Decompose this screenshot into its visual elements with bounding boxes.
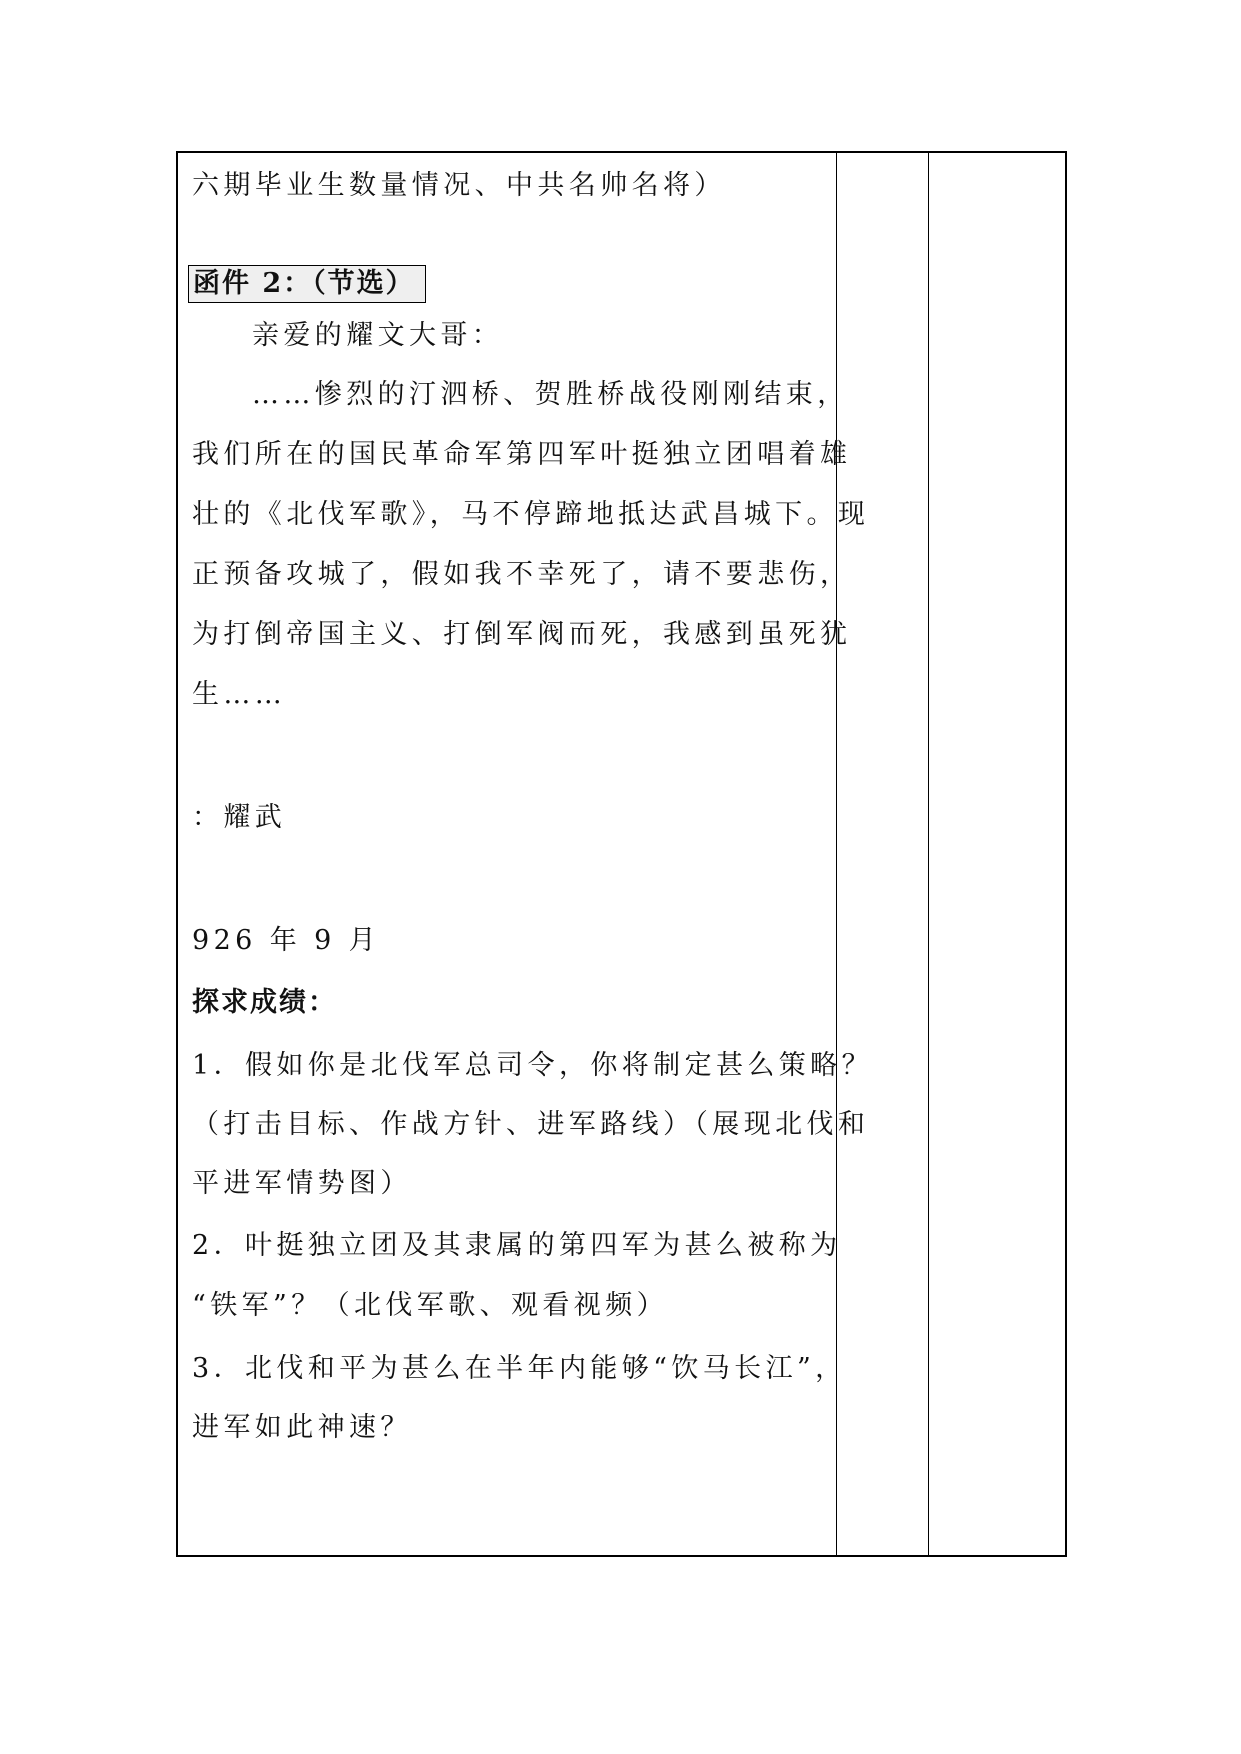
question-line: 2．叶挺独立团及其隶属的第四军为甚么被称为 [192, 1230, 842, 1261]
empty-column-middle [837, 153, 929, 1555]
question-line: （打击目标、作战方针、进军路线）（展现北伐和 [192, 1109, 870, 1140]
question-line: 进军如此神速？ [192, 1412, 412, 1443]
text-line: 六期毕业生数量情况、中共名帅名将） [192, 170, 726, 201]
letter-line: ……惨烈的汀泗桥、贺胜桥战役刚刚结束， [252, 379, 849, 410]
question-line: 1．假如你是北伐军总司令，你将制定甚么策略？ [192, 1050, 873, 1081]
letter-date: 926 年 9 月 [192, 925, 381, 956]
empty-column-right [929, 153, 1065, 1555]
lesson-plan-table [176, 151, 1067, 1557]
attachment-title: 函件 2：（节选） [188, 265, 426, 303]
section-heading: 探求成绩： [192, 987, 337, 1018]
question-line: 平进军情势图） [192, 1168, 412, 1199]
content-column [178, 153, 873, 1555]
question-line: “铁军”？（北伐军歌、观看视频） [192, 1290, 669, 1321]
letter-line: 为打倒帝国主义、打倒军阀而死，我感到虽死犹 [192, 619, 852, 650]
letter-line: 我们所在的国民革命军第四军叶挺独立团唱着雄 [192, 439, 852, 470]
letter-line: 壮的《北伐军歌》，马不停蹄地抵达武昌城下。现 [192, 499, 870, 530]
question-line: 3．北伐和平为甚么在半年内能够“饮马长江”， [192, 1353, 847, 1384]
letter-line: 正预备攻城了，假如我不幸死了，请不要悲伤， [192, 559, 852, 590]
letter-signature: ：耀武 [192, 802, 287, 833]
letter-salutation: 亲爱的耀文大哥： [252, 320, 504, 351]
letter-line: 生…… [192, 679, 287, 710]
